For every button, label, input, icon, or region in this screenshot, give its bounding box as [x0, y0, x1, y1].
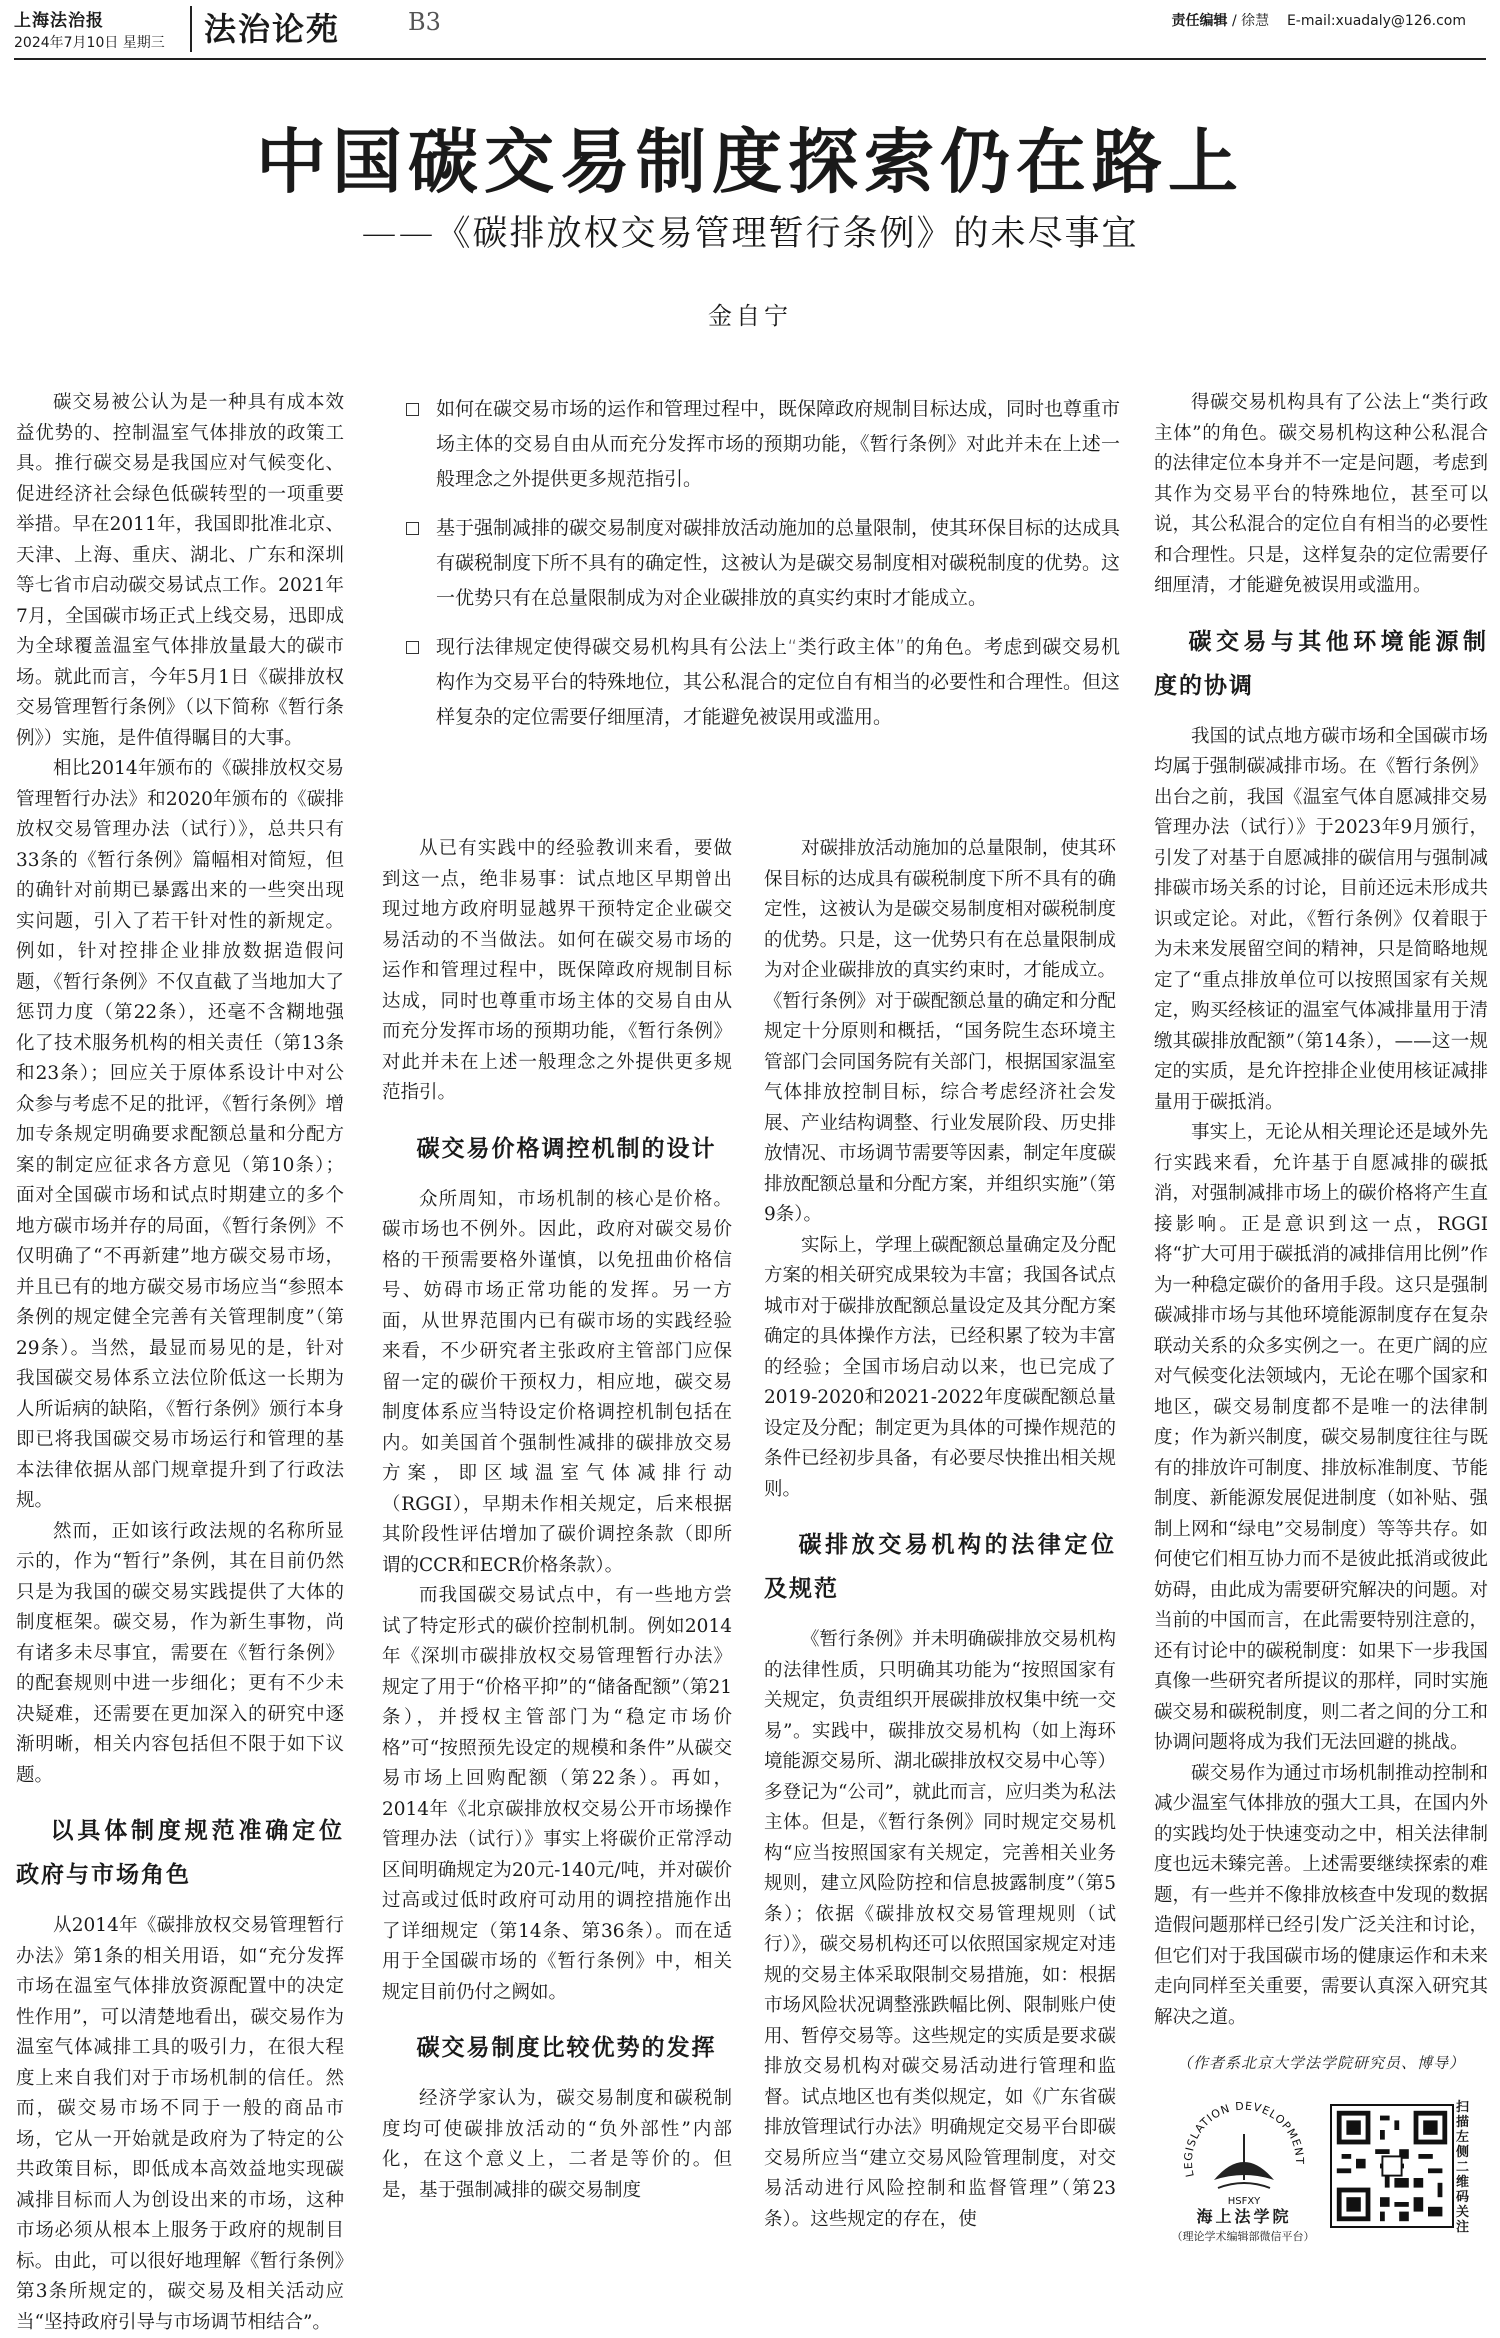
- paragraph: 而我国碳交易试点中，有一些地方尝试了特定形式的碳价控制机制。例如2014年《深圳市碳排放权交易管理暂行办法》规定了用于“价格平抑”的“储备配额”（第21条），并授权主管部门为“稳定市场价格”可“按照预先设定的规模和条件”从碳交易市场上回购配额（第22条）。再如，2014年《北京碳排放权交易公开市场操作管理办法（试行）》事实上将碳价正常浮动区间明确规定为20元-140元/吨，并对碳价过高或过低时政府可动用的调控措施作出了详细规定（第14条、第36条）。而在适用于全国碳市场的《暂行条例》中，相关规定目前仍付之阙如。: [382, 1585, 732, 2003]
- masthead: [0, 0, 1500, 60]
- seal-subtitle: （理论学术编辑部微信平台）: [1171, 2230, 1315, 2243]
- author-credit: （作者系北京大学法学院研究员、博导）: [1176, 2054, 1465, 2072]
- paragraph: 从已有实践中的经验教训来看，要做到这一点，绝非易事：试点地区早期曾出现过地方政府明显越界干预特定企业碳交易活动的不当做法。如何在碳交易市场的运作和管理过程中，既保障政府规制目标达成，同时也尊重市场主体的交易自由从而充分发挥市场的预期功能，《暂行条例》对此并未在上述一般理念之外提供更多规范指引。: [382, 838, 732, 1103]
- section-heading: 以具体制度规范准确定位政府与市场角色: [16, 1818, 344, 1888]
- highlights-box: [400, 392, 1120, 776]
- paragraph: 对碳排放活动施加的总量限制，使其环保目标的达成具有碳税制度下所不具有的确定性，这被认为是碳交易制度相对碳税制度的优势。只是，这一优势只有在总量限制成为对企业碳排放的真实约束时，才能成立。《暂行条例》对于碳配额总量的确定和分配规定十分原则和概括，“国务院生态环境主管部门会同国务院有关部门，根据国家温室气体排放控制目标，综合考虑经济社会发展、产业结构调整、行业发展阶段、历史排放情况、市场调节需要等因素，制定年度碳排放配额总量和分配方案，并组织实施”（第9条）。: [764, 838, 1116, 1225]
- column-3: [764, 834, 1116, 2240]
- section-heading: 碳交易价格调控机制的设计: [416, 1135, 717, 1162]
- column-1: [16, 388, 344, 2333]
- qr-code-icon[interactable]: [1330, 2104, 1454, 2228]
- paragraph: 经济学家认为，碳交易制度和碳税制度均可使碳排放活动的“负外部性”内部化，在这个意义上，二者是等价的。但是，基于强制减排的碳交易制度: [382, 2088, 732, 2201]
- highlight-item: [400, 630, 1120, 735]
- checkbox-square-icon: [406, 403, 419, 416]
- masthead-divider: [190, 6, 192, 52]
- checkbox-square-icon: [406, 641, 419, 654]
- paragraph: 实际上，学理上碳配额总量确定及分配方案的相关研究成果较为丰富；我国各试点城市对于碳排放配额总量设定及其分配方案确定的具体操作方法，已经积累了较为丰富的经验；全国市场启动以来，也已完成了2019-2020和2021-2022年度碳配额总量设定及分配；制定更为具体的可操作规范的条件已经初步具备，有必要尽快推出相关规则。: [764, 1234, 1116, 1500]
- editor-email: E-mail:xuadaly@126.com: [1286, 13, 1466, 29]
- paragraph: 事实上，无论从相关理论还是域外先行实践来看，允许基于自愿减排的碳抵消，对强制减排市场上的碳价格将产生直接影响。正是意识到这一点，RGGI将“扩大可用于碳抵消的减排信用比例”作为一种稳定碳价的备用手段。这只是强制碳减排市场与其他环境能源制度存在复杂联动关系的众多实例之一。在更广阔的应对气候变化法领域内，无论在哪个国家和地区，碳交易制度都不是唯一的法律制度；作为新兴制度，碳交易制度往往与既有的排放许可制度、排放标准制度、节能制度、新能源发展促进制度（如补贴、强制上网和“绿电”交易制度）等等共存。如何使它们相互协力而不是彼此抵消或彼此妨碍，由此成为需要研究解决的问题。对当前的中国而言，在此需要特别注意的，还有讨论中的碳税制度：如果下一步我国真像一些研究者所提议的那样，同时实施碳交易和碳税制度，则二者之间的分工和协调问题将成为我们无法回避的挑战。: [1154, 1122, 1488, 1753]
- editor-name: / 徐慧: [1231, 13, 1270, 29]
- highlight-text: 基于强制减排的碳交易制度对碳排放活动施加的总量限制，使其环保目标的达成具有碳税制度下所不具有的确定性，这被认为是碳交易制度相对碳税制度的优势。这一优势只有在总量限制成为对企业碳排放的真实约束时才能成立。: [436, 517, 1121, 609]
- seal-ring-text: LEGISLATION DEVELOPMENT: [1181, 2099, 1307, 2179]
- article-author: 金自宁: [708, 302, 792, 330]
- newspaper-logo: 上海法治报: [14, 11, 104, 31]
- paragraph: 我国的试点地方碳市场和全国碳市场均属于强制碳减排市场。在《暂行条例》出台之前，我国《温室气体自愿减排交易管理办法（试行）》于2023年9月颁行，引发了对基于自愿减排的碳信用与强制减排碳市场关系的讨论，目前还远未形成共识或定论。对此，《暂行条例》仅着眼于为未来发展留空间的精神，只是简略地规定了“重点排放单位可以按照国家有关规定，购买经核证的温室气体减排量用于清缴其碳排放配额”（第14条），——这一规定的实质，是允许控排企业使用核证减排量用于碳抵消。: [1154, 725, 1488, 1113]
- paragraph: 碳交易被公认为是一种具有成本效益优势的、控制温室气体排放的政策工具。推行碳交易是我国应对气候变化、促进经济社会绿色低碳转型的一项重要举措。早在2011年，我国即批准北京、天津、上海、重庆、湖北、广东和深圳等七省市启动碳交易试点工作。2021年7月，全国碳市场正式上线交易，迅即成为全球覆盖温室气体排放量最大的碳市场。就此而言，今年5月1日《碳排放权交易管理暂行条例》（以下简称《暂行条例》）实施，是件值得瞩目的大事。: [16, 392, 344, 749]
- highlight-text: 现行法律规定使得碳交易机构具有公法上“类行政主体”的角色。考虑到碳交易机构作为交易平台的特殊地位，其公私混合的定位自有相当的必要性和合理性。但这样复杂的定位需要仔细厘清，才能避免被误用或滥用。: [436, 636, 1121, 728]
- highlight-item: [400, 511, 1120, 616]
- paragraph: 《暂行条例》并未明确碳排放交易机构的法律性质，只明确其功能为“按照国家有关规定，负责组织开展碳排放权集中统一交易”。实践中，碳排放交易机构（如上海环境能源交易所、湖北碳排放权交易中心等）多登记为“公司”，就此而言，应归类为私法主体。但是，《暂行条例》同时规定交易机构“应当按照国家有关规定，完善相关业务规则，建立风险防控和信息披露制度”（第5条）；依据《碳排放权交易管理规则（试行）》，碳交易机构还可以依照国家规定对违规的交易主体采取限制交易措施，如：根据市场风险状况调整涨跌幅比例、限制账户使用、暂停交易等。这些规定的实质是要求碳排放交易机构对碳交易活动进行管理和监督。试点地区也有类似规定，如《广东省碳排放管理试行办法》明确规定交易平台即碳交易所应当“建立交易风险管理制度，对交易活动进行风险控制和监督管理”（第23条）。这些规定的存在，使: [764, 1629, 1116, 2230]
- seal-mark-text: HSFXY: [1227, 2196, 1261, 2207]
- editor-label: 责任编辑: [1171, 13, 1228, 29]
- article-subhead: ——《碳排放权交易管理暂行条例》的未尽事宜: [361, 214, 1139, 254]
- paragraph: 然而，正如该行政法规的名称所显示的，作为“暂行”条例，其在目前仍然只是为我国的碳交易实践提供了大体的制度框架。碳交易，作为新生事物，尚有诸多未尽事宜，需要在《暂行条例》的配套规则中进一步细化；更有不少未决疑难，还需要在更加深入的研究中逐渐明晰，相关内容包括但不限于如下议题。: [16, 1520, 344, 1786]
- column-4: [1154, 388, 1488, 2060]
- page-number: B3: [408, 8, 441, 36]
- highlight-item: [400, 392, 1120, 497]
- section-heading: 碳交易制度比较优势的发挥: [416, 2035, 717, 2061]
- highlight-text: 如何在碳交易市场的运作和管理过程中，既保障政府规制目标达成，同时也尊重市场主体的交易自由从而充分发挥市场的预期功能，《暂行条例》对此并未在上述一般理念之外提供更多规范指引。: [436, 398, 1121, 490]
- masthead-rule: [14, 58, 1486, 60]
- checkbox-square-icon: [406, 522, 419, 535]
- section-heading: 碳排放交易机构的法律定位及规范: [764, 1532, 1116, 1602]
- paragraph: 相比2014年颁布的《碳排放权交易管理暂行办法》和2020年颁布的《碳排放权交易管理办法（试行）》，总共只有33条的《暂行条例》篇幅相对简短，但的确针对前期已暴露出来的一些突出现实问题，引入了若干针对性的新规定。例如，针对控排企业排放数据造假问题，《暂行条例》不仅直截了当地加大了惩罚力度（第22条），还毫不含糊地强化了技术服务机构的相关责任（第13条和23条）；回应关于原体系设计中对公众参与考虑不足的批评，《暂行条例》增加专条规定明确要求配额总量和分配方案的制定应征求各方意见（第10条）；面对全国碳市场和试点时期建立的多个地方碳市场并存的局面，《暂行条例》不仅明确了“不再新建”地方碳交易市场，并且已有的地方碳交易市场应当“参照本条例的规定健全完善有关管理制度”（第29条）。当然，最显而易见的是，针对我国碳交易体系立法位阶低这一长期为人所诟病的缺陷，《暂行条例》颁行本身即已将我国碳交易市场运行和管理的基本法律依据从部门规章提升到了行政法规。: [16, 758, 344, 1511]
- issue-date: 2024年7月10日 星期三: [14, 35, 165, 51]
- paragraph: 众所周知，市场机制的核心是价格。碳市场也不例外。因此，政府对碳交易价格的干预需要格外谨慎，以免扭曲价格信号、妨碍市场正常功能的发挥。另一方面，从世界范围内已有碳市场的实践经验来看，不少研究者主张政府主管部门应保留一定的碳价干预权力，相应地，碳交易制度体系应当特设定价格调控机制包括在内。如美国首个强制性减排的碳排放交易方案，即区域温室气体减排行动（RGGI），早期未作相关规定，后来根据其阶段性评估增加了碳价调控条款（即所谓的CCR和ECR价格条款）。: [382, 1188, 732, 1576]
- column-2: [382, 834, 732, 2240]
- editor-info: [1172, 10, 1467, 30]
- seal-name: 海上法学院: [1196, 2207, 1292, 2226]
- paragraph: 得碳交易机构具有了公法上“类行政主体”的角色。碳交易机构这种公私混合的法律定位本身并不一定是问题，考虑到其作为交易平台的特殊地位，甚至可以说，其公私混合的定位自有相当的必要性和合理性。只是，这样复杂的定位需要仔细厘清，才能避免被误用或滥用。: [1154, 392, 1488, 596]
- article-headline: 中国碳交易制度探索仍在路上: [256, 120, 1244, 203]
- qr-caption: 扫描左侧二维码关注: [1456, 2100, 1470, 2235]
- section-heading: 碳交易与其他环境能源制度的协调: [1154, 628, 1488, 699]
- paragraph: 碳交易作为通过市场机制推动控制和减少温室气体排放的强大工具，在国内外的实践均处于快速变动之中，相关法律制度也远未臻完善。上述需要继续探索的难题，有一些并不像排放核查中发现的数据造假问题那样已经引发广泛关注和讨论，但它们对于我国碳市场的健康运作和未来走向同样至关重要，需要认真深入研究其解决之道。: [1154, 1762, 1488, 2028]
- paragraph: 从2014年《碳排放权交易管理暂行办法》第1条的相关用语，如“充分发挥市场在温室气体排放资源配置中的决定性作用”，可以清楚地看出，碳交易作为温室气体减排工具的吸引力，在很大程度上来自我们对于市场机制的信任。然而，碳交易市场不同于一般的商品市场，它从一开始就是政府为了特定的公共政策目标，即低成本高效益地实现碳减排目标而人为创设出来的市场，这种市场必须从根本上服务于政府的规制目标。由此，可以很好地理解《暂行条例》第3条所规定的，碳交易及相关活动应当“坚持政府引导与市场调节相结合”。: [16, 1915, 344, 2333]
- section-title: 法治论苑: [204, 10, 341, 48]
